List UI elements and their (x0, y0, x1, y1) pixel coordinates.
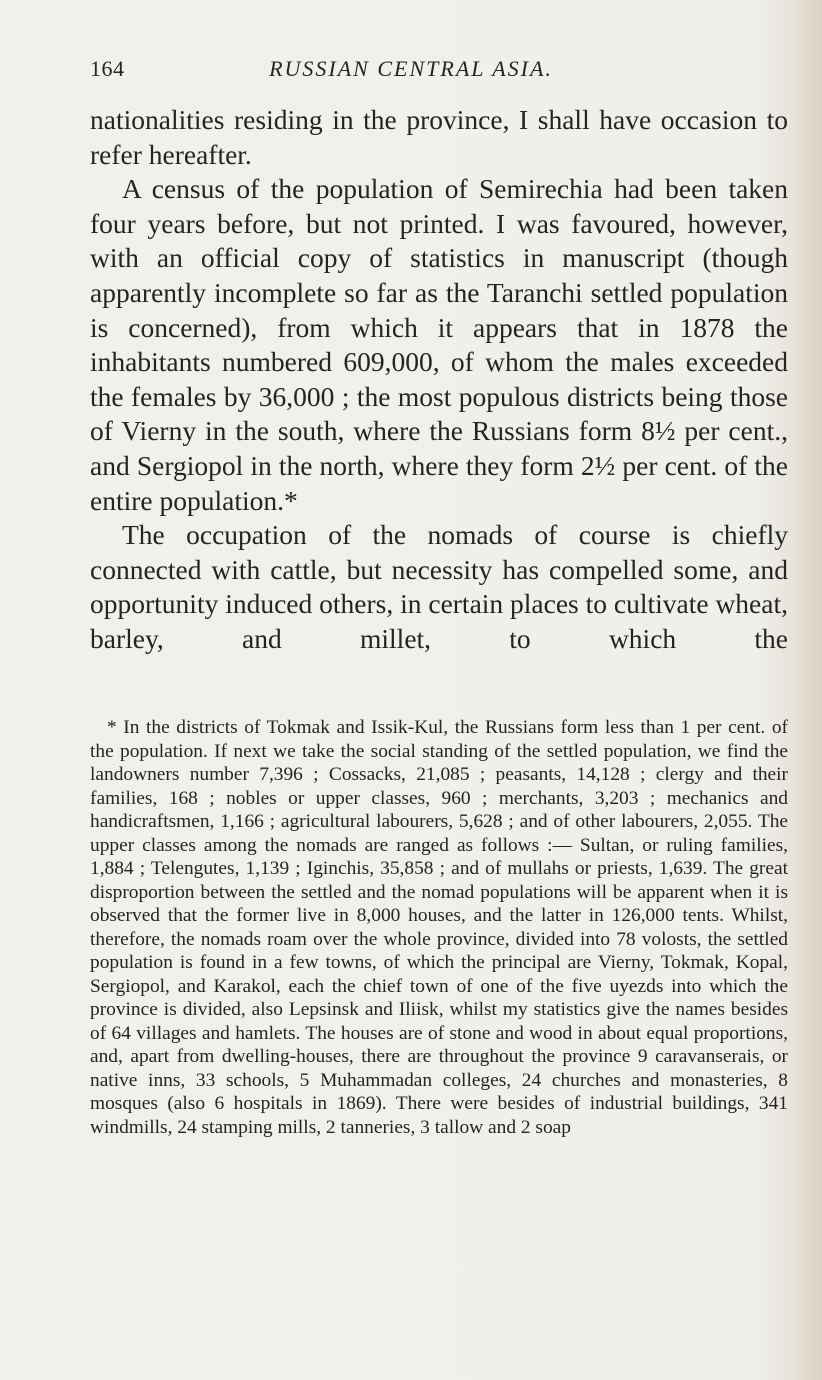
page-number: 164 (90, 56, 125, 81)
page-header (90, 56, 732, 90)
paragraph-occupation: The occupation of the nomads of course is chiefly connected with cattle, but necessity has compelled some, and opportunity induced others, in certain places to cultivate wheat, barley, and millet, to which the (90, 519, 788, 654)
paragraph-census: A census of the population of Semirechia had been taken four years before, but not printed. I was favoured, however, with an official copy of statistics in manuscript (though apparently incomplete so far as the Taranchi settled population is concerned), from which it appears that in 1878 the inhabitants numbered 609,000, of whom the males exceeded the females by 36,000 ; the most populous districts being those of Vierny in the south, where the Russians form 8½ per cent., and Sergiopol in the north, where they form 2½ per cent. of the entire population.* (90, 173, 788, 516)
footnote-text: * In the districts of Tokmak and Issik-Kul, the Russians form less than 1 per cent. of the population. If next we take the social standing of the settled population, we find the landowners number 7,396 ; Cossacks, 21,085 ; peasants, 14,128 ; clergy and their families, 168 ; nobles or upper classes, 960 ; merchants, 3,203 ; mechanics and handicraftsmen, 1,166 ; agricultural labourers, 5,628 ; and of other labourers, 2,055. The upper classes among the nomads are ranged as follows :— Sultan, or ruling families, 1,884 ; Telengutes, 1,139 ; Iginchis, 35,858 ; and of mullahs or priests, 1,639. The great disproportion between the settled and the nomad populations will be apparent when it is observed that the former live in 8,000 houses, and the latter in 126,000 tents. Whilst, therefore, the nomads roam over the whole province, divided into 78 volosts, the settled population is found in a few towns, of which the principal are Vierny, Tokmak, Kopal, Sergiopol, and Karakol, each the chief town of one of the five uyezds into which the province is divided, also Lepsinsk and Iliisk, whilst my statistics give the names besides of 64 villages and hamlets. The houses are of stone and wood in about equal proportions, and, apart from dwelling-houses, there are throughout the province 9 caravanserais, or native inns, 33 schools, 5 Muhammadan colleges, 24 churches and monasteries, 8 mosques (also 6 hospitals in 1869). There were besides of industrial buildings, 341 windmills, 24 stamping mills, 2 tanneries, 3 tallow and 2 soap (90, 717, 788, 1138)
main-text (90, 103, 788, 657)
footnote (90, 716, 788, 1139)
running-head: RUSSIAN CENTRAL ASIA. (269, 56, 553, 81)
paragraph-continuation: nationalities residing in the province, I shall have occasion to refer hereafter. (90, 104, 788, 170)
